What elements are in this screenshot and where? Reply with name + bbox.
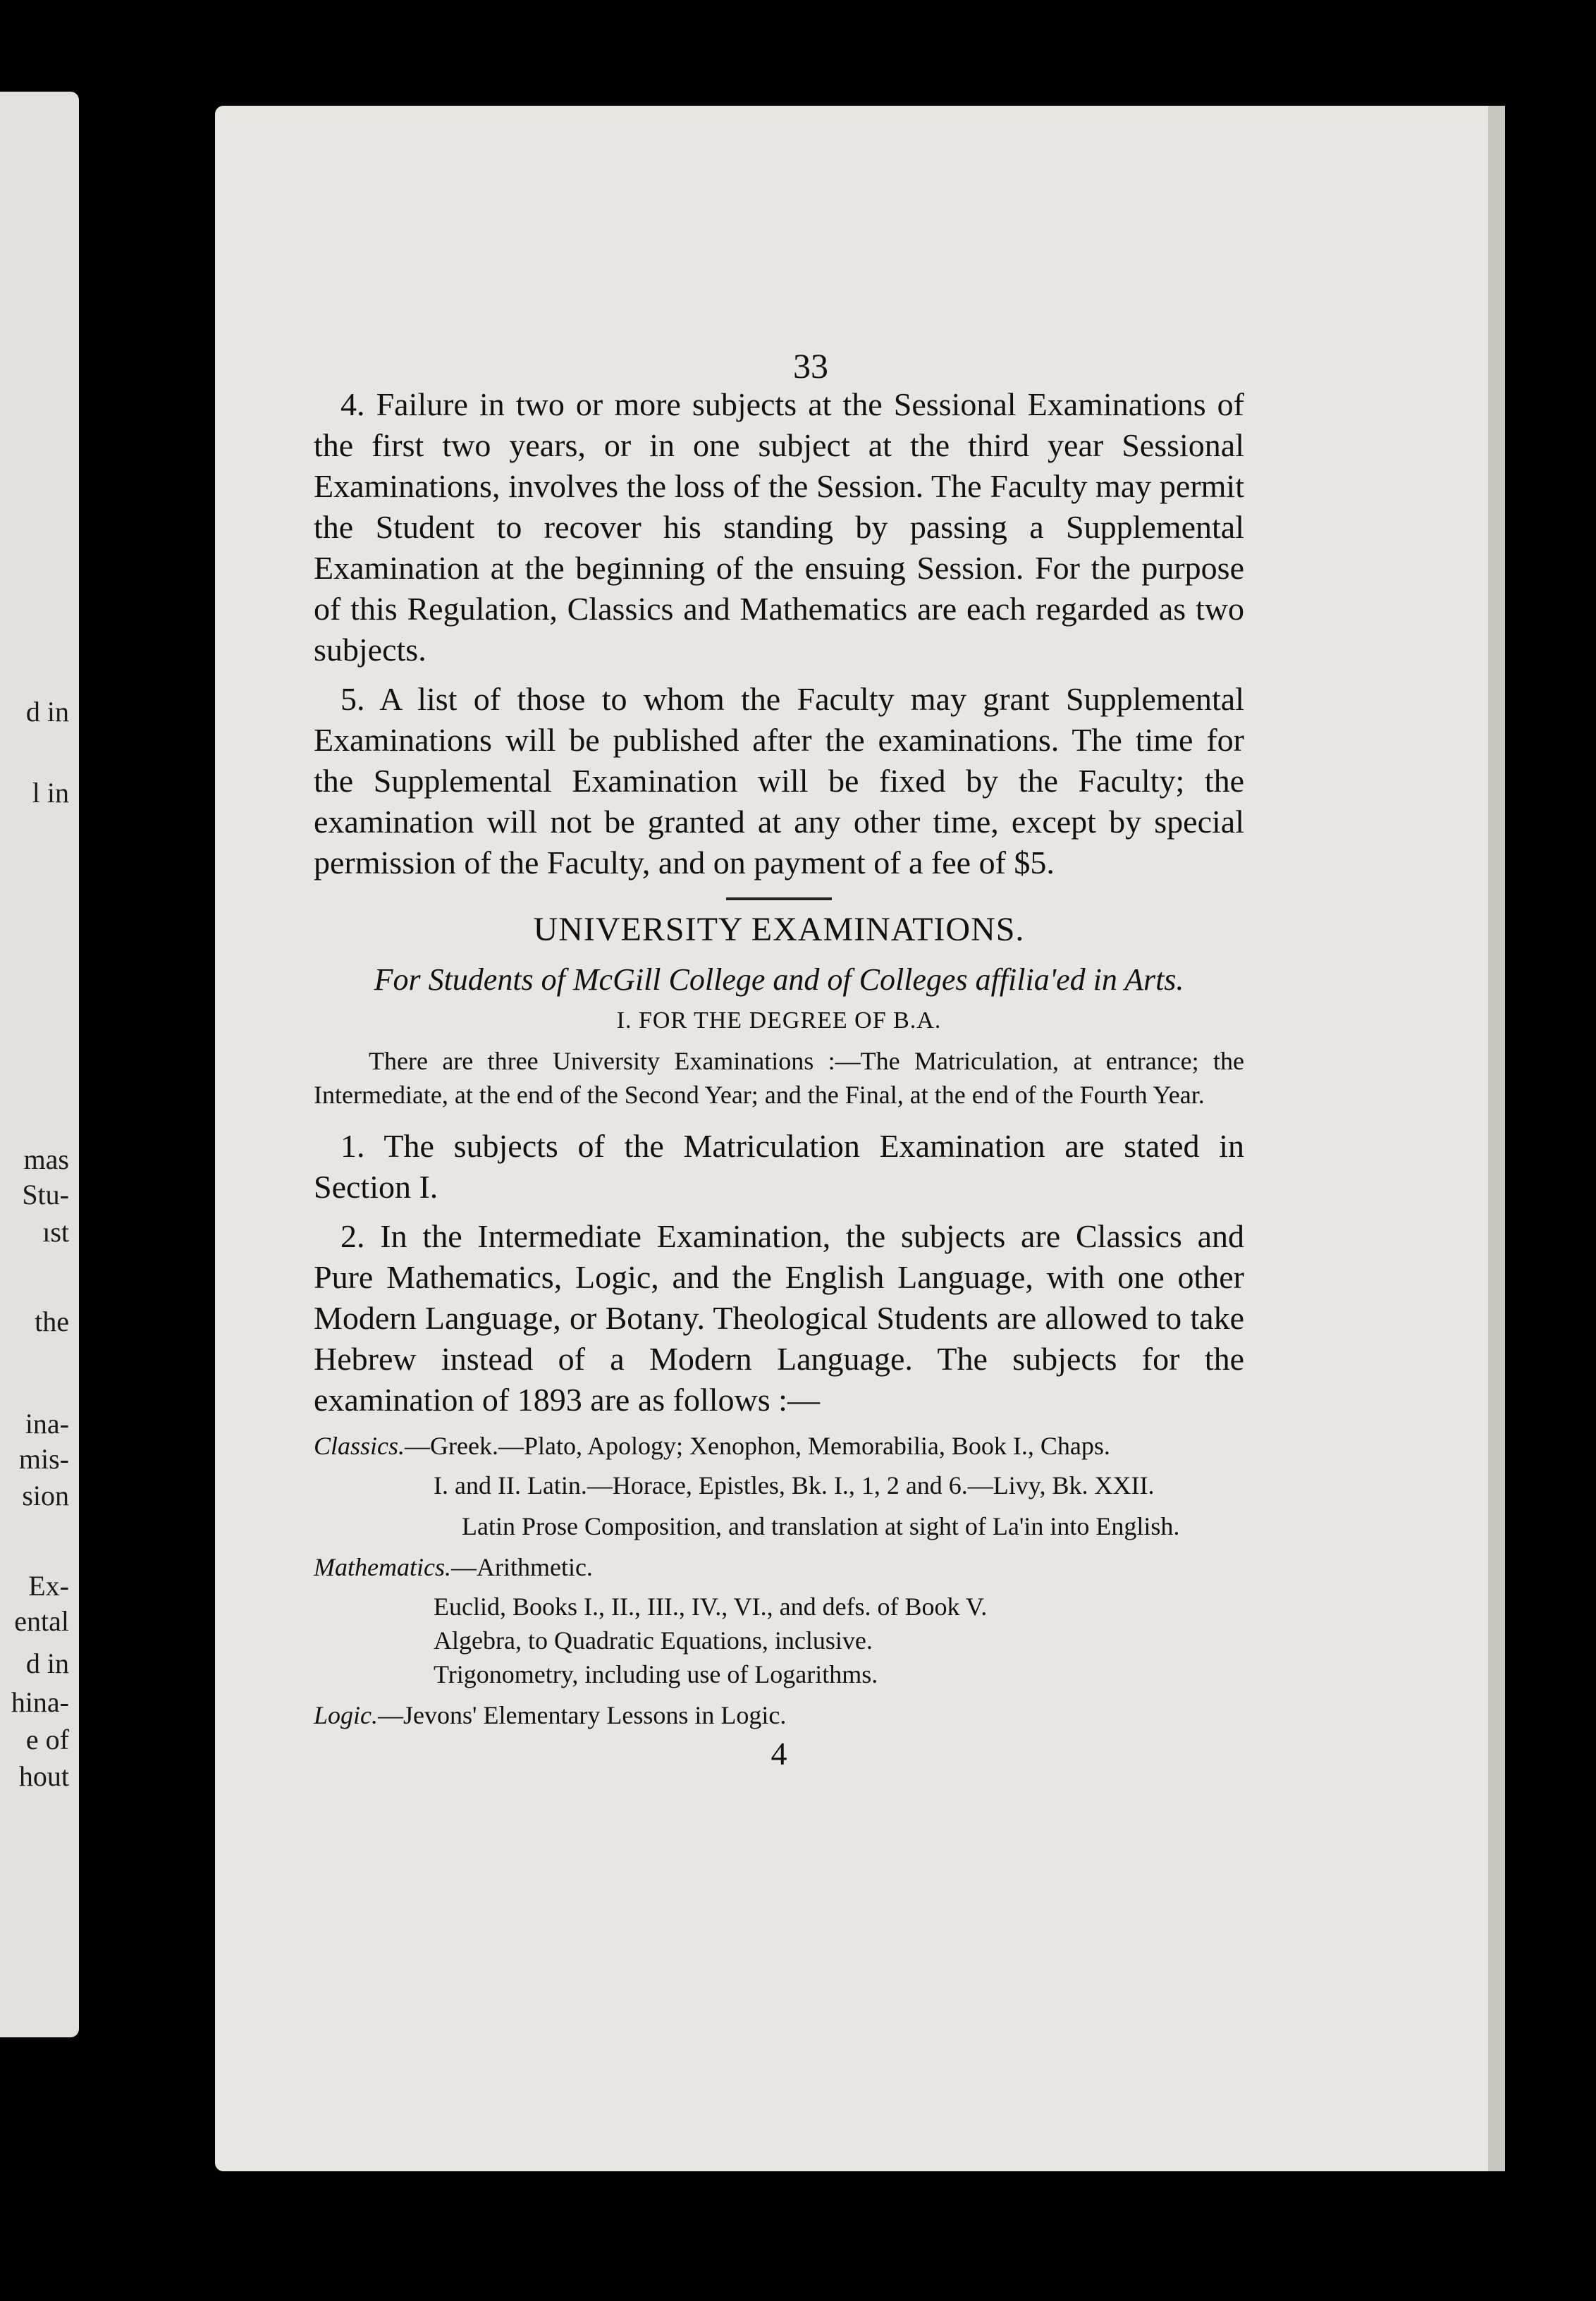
- facing-page-fragment: l in: [32, 777, 69, 809]
- classics-prose: Latin Prose Composition, and translation at sight of La'in into English.: [462, 1512, 1180, 1540]
- facing-page-fragment: mis-: [18, 1443, 69, 1475]
- classics-text: —Greek.—Plato, Apology; Xenophon, Memorabilia, Book I., Chaps.: [405, 1432, 1110, 1460]
- paragraph-5: 5. A list of those to whom the Faculty may grant Supplemental Examinations will be published after the examinations. The time for the Supplemental Examination will be fixed by the Faculty; the examination will not be granted at any other time, except by special permission of the Faculty, and on payment of a fee of $5.: [314, 681, 1244, 880]
- item-2: 2. In the Intermediate Examination, the subjects are Classics and Pure Mathematics, Logic, and the English Language, with one other Modern Language, or Botany. Theological Students are allowed to take Hebrew instead of a Modern Language. The subjects for the examination of 1893 are as follows :—: [314, 1218, 1244, 1418]
- intro-paragraph: There are three University Examinations :—The Matriculation, at entrance; the Intermediate, at the end of the Second Year; and the Final, at the end of the Fourth Year.: [314, 1047, 1244, 1109]
- page-number: 33: [793, 346, 828, 386]
- page-edge: [1488, 106, 1505, 2171]
- facing-page-fragment: hina-: [11, 1686, 69, 1718]
- logic-entry: [314, 1698, 1244, 1732]
- paragraph-4: 4. Failure in two or more subjects at the Sessional Examinations of the first two years, or in one subject at the third year Sessional Examinations, involves the loss of the Session. The Faculty may permit the Student to recover his standing by passing a Supplemental Examination at the beginning of the ensuing Session. For the purpose of this Regulation, Classics and Mathematics are each regarded as two subjects.: [314, 386, 1244, 668]
- math-algebra: Algebra, to Quadratic Equations, inclusive.: [434, 1626, 873, 1655]
- math-euclid: Euclid, Books I., II., III., IV., VI., and defs. of Book V.: [434, 1593, 988, 1621]
- facing-page-fragment: mas: [23, 1143, 69, 1175]
- mathematics-label: Mathematics.: [314, 1553, 451, 1581]
- signature-mark: 4: [771, 1736, 787, 1772]
- logic-text: —Jevons' Elementary Lessons in Logic.: [378, 1701, 787, 1729]
- facing-page-fragment: d in: [25, 1647, 69, 1679]
- facing-page-fragment: Stu-: [22, 1179, 69, 1210]
- facing-page-fragment: ental: [14, 1605, 69, 1637]
- facing-page-fragment: d in: [25, 696, 69, 728]
- facing-page-fragment: sion: [22, 1480, 69, 1511]
- section-heading: UNIVERSITY EXAMINATIONS.: [533, 911, 1025, 948]
- facing-page-fragment: Ex-: [28, 1570, 69, 1602]
- facing-page-fragment: ıst: [42, 1216, 69, 1248]
- logic-label: Logic.: [314, 1701, 379, 1729]
- classics-entry: [314, 1429, 1244, 1463]
- document-page: [215, 106, 1505, 2171]
- degree-heading: I. FOR THE DEGREE OF B.A.: [616, 1007, 942, 1033]
- facing-page-fragment: the: [35, 1306, 69, 1337]
- math-trigonometry: Trigonometry, including use of Logarithms.: [434, 1660, 878, 1688]
- classics-label: Classics.: [314, 1432, 405, 1460]
- facing-page-fragment: e of: [25, 1724, 69, 1755]
- page-body: [314, 384, 1244, 1772]
- facing-page: [0, 92, 79, 2037]
- section-subheading: For Students of McGill College and of Colleges affilia'ed in Arts.: [374, 962, 1184, 997]
- classics-continuation: I. and II. Latin.—Horace, Epistles, Bk. I., 1, 2 and 6.—Livy, Bk. XXII.: [434, 1471, 1155, 1499]
- facing-page-fragment: hout: [18, 1760, 69, 1792]
- section-divider: [726, 897, 832, 900]
- mathematics-entry: [314, 1550, 1244, 1584]
- mathematics-text: —Arithmetic.: [450, 1553, 593, 1581]
- item-1: 1. The subjects of the Matriculation Examination are stated in Section I.: [314, 1128, 1244, 1205]
- facing-page-fragment: ina-: [25, 1408, 69, 1440]
